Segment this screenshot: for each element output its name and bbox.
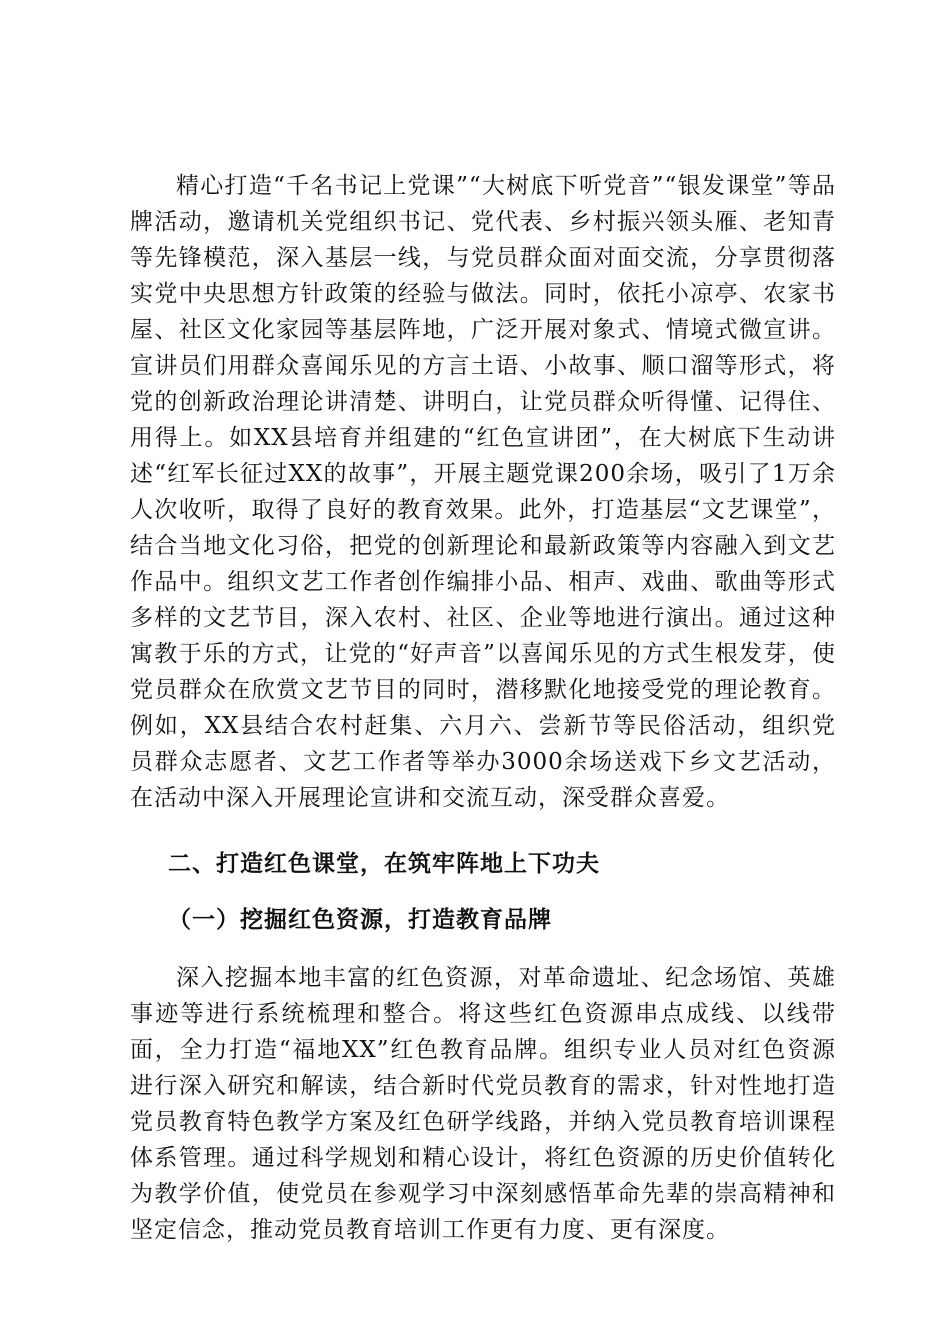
subsection-heading: （一）挖掘红色资源，打造教育品牌: [168, 907, 552, 933]
document-page: [130, 168, 836, 1248]
body-paragraph: 深入挖掘本地丰富的红色资源，对革命遗址、纪念场馆、英雄事迹等进行系统梳理和整合。将这些红色资源串点成线、以线带面，全力打造“福地XX”红色教育品牌。组织专业人员对红色资源进行深入研究和解读，结合新时代党员教育的需求，针对性地打造党员教育特色教学方案及红色研学线路，并纳入党员教育培训课程体系管理。通过科学规划和精心设计，将红色资源的历史价值转化为教学价值，使党员在参观学习中深刻感悟革命先辈的崇高精神和坚定信念，推动党员教育培训工作更有力度、更有深度。: [130, 965, 836, 1243]
body-paragraph: 精心打造“千名书记上党课”“大树底下听党音”“银发课堂”等品牌活动，邀请机关党组织书记、党代表、乡村振兴领头雁、老知青等先锋模范，深入基层一线，与党员群众面对面交流，分享贯彻落实党中央思想方针政策的经验与做法。同时，依托小凉亭、农家书屋、社区文化家园等基层阵地，广泛开展对象式、情境式微宣讲。宣讲员们用群众喜闻乐见的方言土语、小故事、顺口溜等形式，将党的创新政治理论讲清楚、讲明白，让党员群众听得懂、记得住、用得上。如XX县培育并组建的“红色宣讲团”，在大树底下生动讲述“红军长征过XX的故事”，开展主题党课200余场，吸引了1万余人次收听，取得了良好的教育效果。此外，打造基层“文艺课堂”，结合当地文化习俗，把党的创新理论和最新政策等内容融入到文艺作品中。组织文艺工作者创作编排小品、相声、戏曲、歌曲等形式多样的文艺节目，深入农村、社区、企业等地进行演出。通过这种寓教于乐的方式，让党的“好声音”以喜闻乐见的方式生根发芽，使党员群众在欣赏文艺节目的同时，潜移默化地接受党的理论教育。例如，XX县结合农村赶集、六月六、尝新节等民俗活动，组织党员群众志愿者、文艺工作者等举办3000余场送戏下乡文艺活动，在活动中深入开展理论宣讲和交流互动，深受群众喜爱。: [130, 173, 836, 811]
section-heading: 二、打造红色课堂，在筑牢阵地上下功夫: [168, 851, 600, 877]
